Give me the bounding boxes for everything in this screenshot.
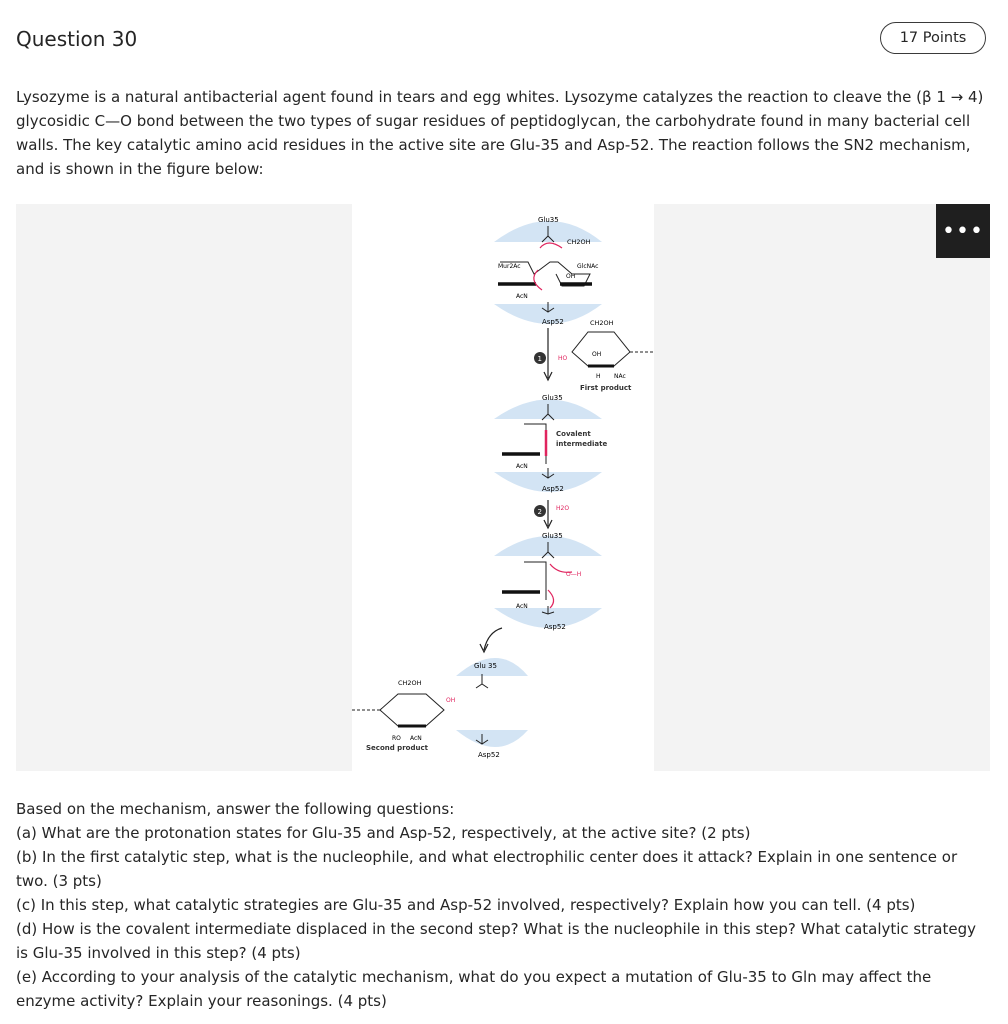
label-h2o: H2O [556, 505, 570, 512]
label-mur2ac: Mur2Ac [498, 263, 521, 270]
question-b: (b) In the first catalytic step, what is the nucleophile, and what electrophilic center does it attack? Explain in one sentence or two. (3 pts) [16, 848, 958, 890]
question-c: (c) In this step, what catalytic strategies are Glu-35 and Asp-52 involved, respectively? Explain how you can tell. (4 pts) [16, 896, 916, 914]
label-step-2: 2 [537, 508, 542, 516]
label-glu-mid: Glu35 [542, 394, 563, 402]
label-acn-mid: AcN [516, 463, 528, 470]
label-ch2oh-first: CH2OH [590, 319, 614, 327]
question-a: (a) What are the protonation states for Glu-35 and Asp-52, respectively, at the active site? (2 pts) [16, 824, 751, 842]
enzyme-lobe-asp-bottom [456, 730, 528, 747]
label-glu-bottom: Glu 35 [474, 662, 497, 670]
label-acn-low: AcN [516, 603, 528, 610]
points-badge[interactable]: 17 Points [880, 22, 986, 54]
label-glu-top: Glu35 [538, 216, 559, 224]
question-prompt: Lysozyme is a natural antibacterial agent found in tears and egg whites. Lysozyme catalyzes the reaction to cleave the (β 1 → 4) glycosidic C—O bond between the two types of sugar residues of peptidoglycan, the carbohydrate found in many bacterial cell walls. The key catalytic amino acid residues in the active site are Glu-35 and Asp-52. The reaction follows the SN2 mechanism, and is shown in the figure below: [16, 88, 984, 178]
question-e: (e) According to your analysis of the catalytic mechanism, what do you expect a mutation of Glu-35 to Gln may affect the enzyme activity? Explain your reasonings. (4 pts) [16, 968, 932, 1010]
label-step-1: 1 [537, 355, 542, 363]
label-nac: NAc [614, 373, 626, 380]
sugar-ring-mid [524, 424, 546, 464]
sugar-ring-low [524, 562, 546, 600]
label-ch2oh-second: CH2OH [398, 679, 422, 687]
label-intermediate: intermediate [556, 440, 608, 448]
sugar-ring-first-product [572, 332, 630, 366]
arrow-asp-release [548, 590, 554, 608]
label-covalent: Covalent [556, 430, 591, 438]
label-glcnac: GlcNAc [577, 263, 599, 270]
question-d: (d) How is the covalent intermediate displaced in the second step? What is the nucleophile in this step? What catalytic strategy is Glu-35 involved in this step? (4 pts) [16, 920, 976, 962]
label-acn-second: AcN [410, 735, 422, 742]
label-asp-mid: Asp52 [542, 485, 564, 493]
questions-intro: Based on the mechanism, answer the following questions: [16, 800, 455, 818]
more-options-button[interactable]: ••• [936, 204, 990, 258]
question-list [16, 797, 991, 1013]
label-asp-top: Asp52 [542, 318, 564, 326]
label-h-first: H [596, 373, 601, 380]
sugar-ring-second-product [380, 694, 444, 726]
label-glu-low: Glu35 [542, 532, 563, 540]
question-title: Question 30 [16, 27, 138, 51]
label-o-h: O—H [566, 571, 582, 578]
figure-left-padding [16, 204, 352, 771]
label-ro: RO [392, 735, 401, 742]
mechanism-diagram [352, 204, 654, 771]
figure-right-padding [654, 204, 990, 771]
mechanism-figure[interactable] [352, 204, 654, 771]
label-oh-second: OH [446, 697, 456, 704]
label-acn-top: AcN [516, 293, 528, 300]
arrow-bond-cleavage [534, 270, 542, 290]
label-oh-first: OH [592, 351, 602, 358]
label-asp-low: Asp52 [544, 623, 566, 631]
label-oh-top: OH [566, 273, 576, 280]
label-ho: HO [558, 355, 568, 362]
label-first-product: First product [580, 384, 632, 392]
label-ch2oh-top: CH2OH [567, 238, 591, 246]
label-second-product: Second product [366, 744, 428, 752]
glu-bottom-carboxyl [476, 674, 488, 688]
label-asp-bottom: Asp52 [478, 751, 500, 759]
arrow-proton-transfer [540, 243, 562, 248]
